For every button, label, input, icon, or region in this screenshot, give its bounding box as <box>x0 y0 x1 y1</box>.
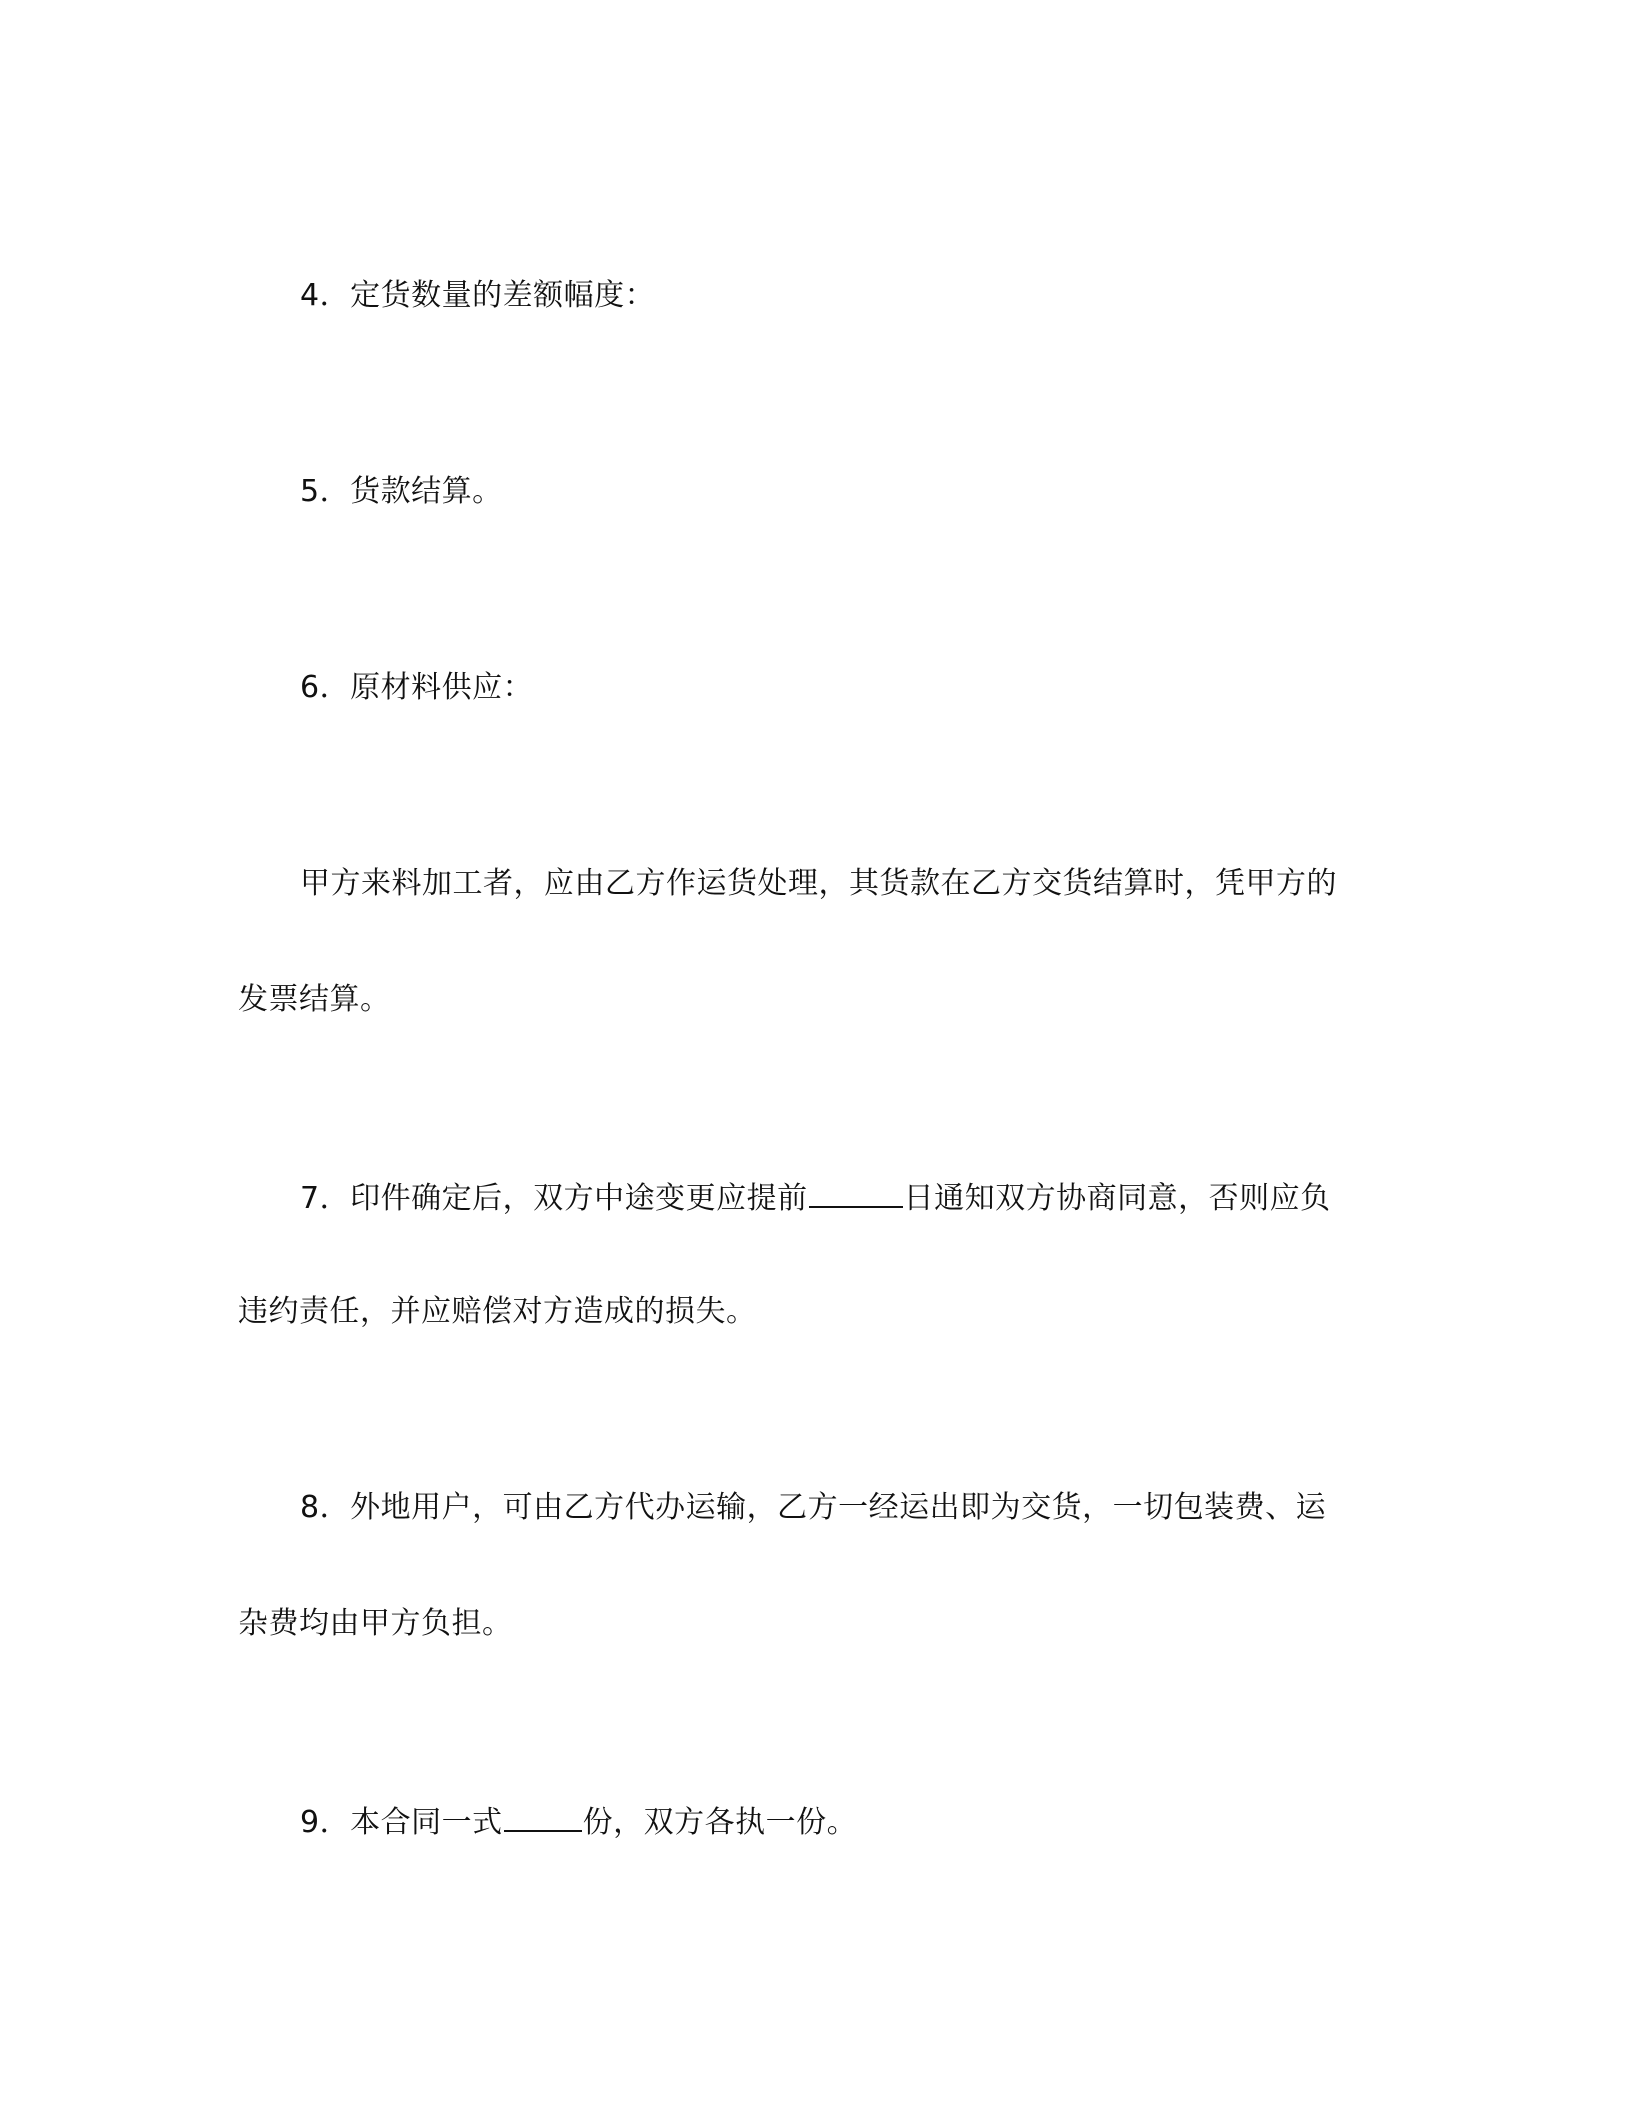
clause-8-text: 外地用户，可由乙方代办运输，乙方一经运出即为交货，一切包装费、运 <box>350 1490 1327 1525</box>
clause-9 <box>300 1800 857 1843</box>
clause-8-number: 8． <box>300 1490 351 1525</box>
clause-6-number: 6． <box>300 670 351 705</box>
supply-paragraph-line-1: 甲方来料加工者，应由乙方作运货处理，其货款在乙方交货结算时，凭甲方的 <box>300 866 1337 901</box>
days-blank-line <box>809 1176 903 1208</box>
clause-6 <box>300 668 533 708</box>
clause-8-line-2: 杂费均由甲方负担。 <box>238 1606 513 1641</box>
clause-6-text: 原材料供应： <box>350 670 534 705</box>
clause-9-text-after-blank: 份，双方各执一份。 <box>582 1805 858 1840</box>
clause-4-text: 定货数量的差额幅度： <box>350 278 656 313</box>
clause-7-text-before-blank: 印件确定后，双方中途变更应提前 <box>350 1181 808 1216</box>
clause-7-line-1 <box>300 1176 1331 1219</box>
copies-blank-line <box>504 1800 582 1832</box>
clause-9-number: 9． <box>300 1805 351 1840</box>
clause-5-number: 5． <box>300 474 351 509</box>
clause-9-text-before-blank: 本合同一式 <box>350 1805 503 1840</box>
clause-7-text-after-blank: 日通知双方协商同意，否则应负 <box>903 1181 1331 1216</box>
clause-5 <box>300 472 503 512</box>
clause-4 <box>300 276 655 316</box>
clause-4-number: 4． <box>300 278 351 313</box>
supply-paragraph-line-2: 发票结算。 <box>238 982 391 1017</box>
clause-7-line-2: 违约责任，并应赔偿对方造成的损失。 <box>238 1294 757 1329</box>
clause-5-text: 货款结算。 <box>350 474 503 509</box>
clause-8-line-1 <box>300 1488 1326 1528</box>
clause-7-number: 7． <box>300 1181 351 1216</box>
